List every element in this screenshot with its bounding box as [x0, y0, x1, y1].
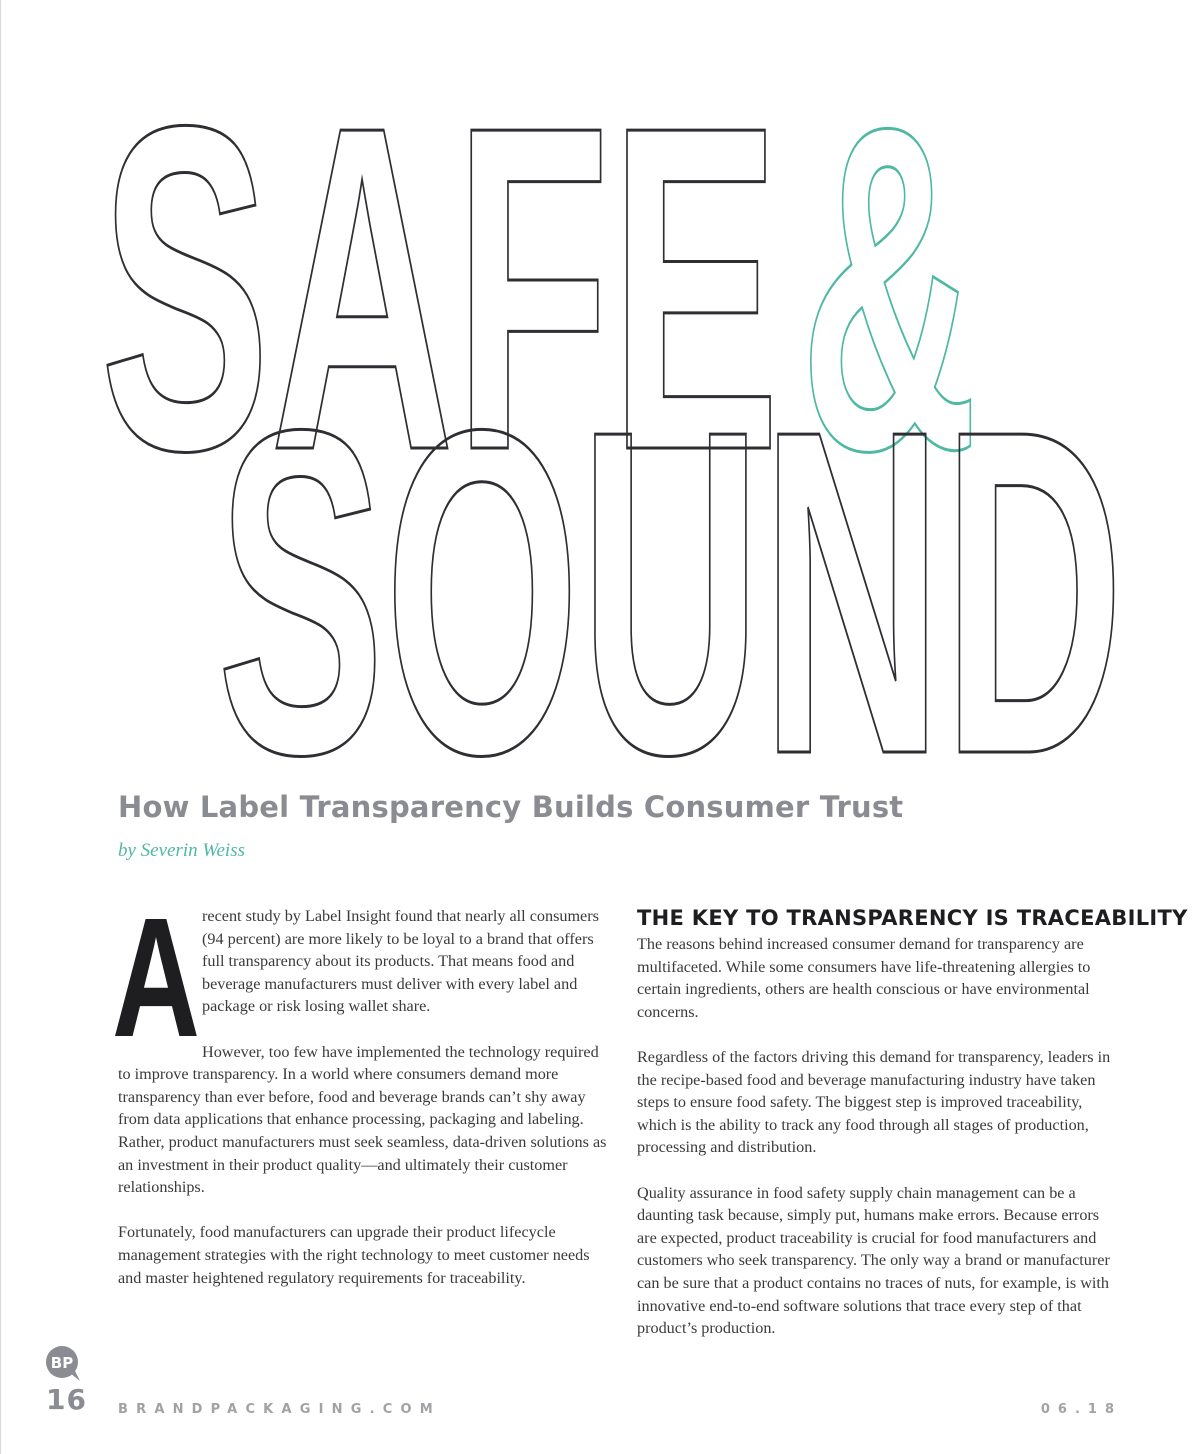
footer-issue: 06.18: [1040, 1402, 1122, 1417]
bp-badge-icon: [44, 1345, 82, 1383]
footer-site: BRANDPACKAGING.COM: [118, 1402, 441, 1417]
right-paragraph-3: Quality assurance in food safety supply chain management can be a daunting task because, simply put, humans make errors. Because errors are expected, product traceability is crucial for food manufacturers and customers who seek transparency. The only way a brand or manufacturer can be sure that a product contains no traces of nuts, for example, is with innovative end-to-end software solutions that trace every step of that product’s production.: [637, 1183, 1110, 1338]
left-paragraph-2: However, too few have implemented the technology required to improve transparency. In a world where consumers demand more transparency than ever before, food and beverage brands can’t shy away from data applications that enhance processing, packaging and labeling. Rather, product manufacturers must seek seamless, data-driven solutions as an investment in their product quality—and ultimately their customer relationships.: [118, 1042, 607, 1197]
section-heading: THE KEY TO TRANSPARENCY IS TRACEABILITY: [637, 906, 1188, 930]
drop-cap: [112, 883, 202, 1073]
page-number: 16: [46, 1383, 87, 1416]
left-column: [112, 883, 608, 1312]
bp-badge-label: BP: [50, 1354, 74, 1372]
article-subtitle: How Label Transparency Builds Consumer Trust: [118, 790, 904, 824]
left-paragraph-1: recent study by Label Insight found that nearly all consumers (94 percent) are more likely to be loyal to a brand that offers full transparency about its products. That means food and beverage manufacturers must deliver with every label and package or risk losing wallet share.: [202, 907, 599, 1016]
byline: by Severin Weiss: [118, 840, 245, 861]
headline-safe: SAFE: [100, 30, 780, 546]
right-paragraph-1: The reasons behind increased consumer demand for transparency are multifaceted. While some consumers have life-threatening allergies to certain ingredients, others are health conscious or have environmental concerns.: [637, 935, 1091, 1021]
headline-sound: SOUND: [217, 334, 1124, 850]
left-paragraph-3: Fortunately, food manufacturers can upgrade their product lifecycle management strategies with the right technology to meet customer needs and master heightened regulatory requirements for traceability.: [118, 1223, 590, 1287]
right-paragraph-2: Regardless of the factors driving this demand for transparency, leaders in the recipe-based food and beverage manufacturing industry have taken steps to ensure food safety. The biggest step is improved traceability, which is the ability to track any food through all stages of production, processing and distribution.: [637, 1047, 1111, 1157]
headline-ampersand: &: [800, 30, 978, 546]
drop-cap-letter: A: [112, 883, 200, 1073]
right-column: [637, 905, 1188, 1362]
